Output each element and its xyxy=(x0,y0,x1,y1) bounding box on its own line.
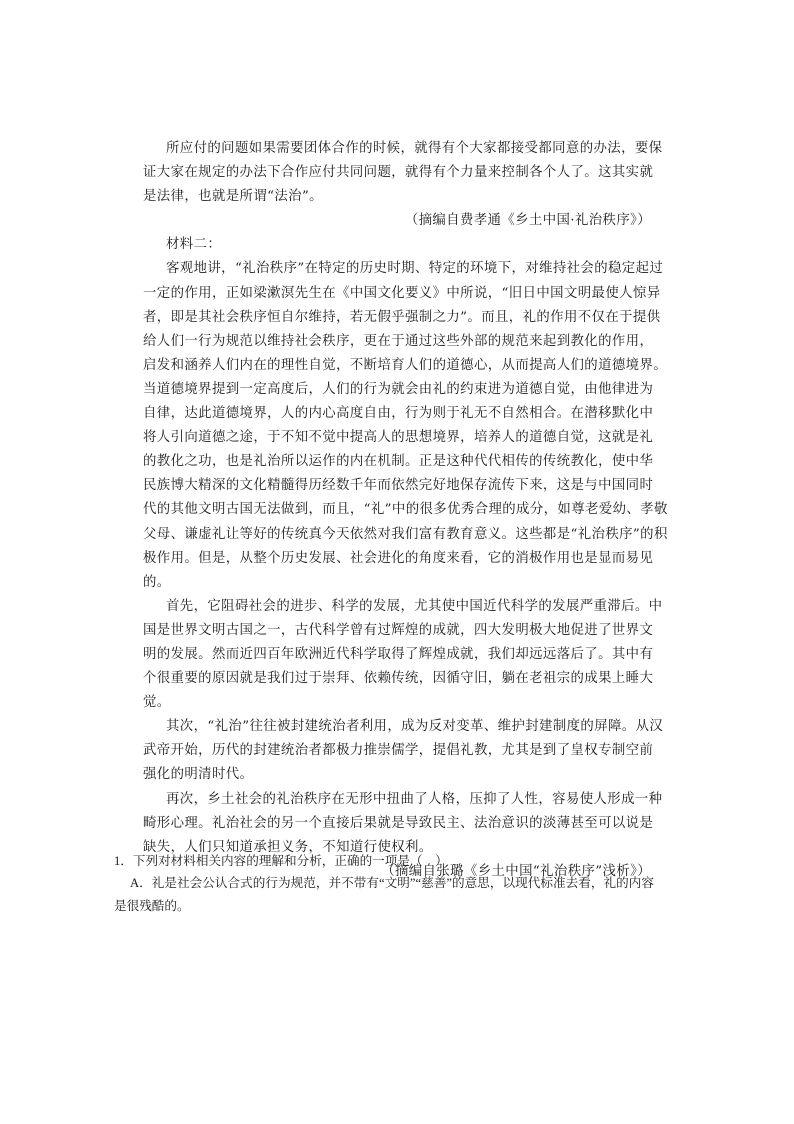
text-line: 明的发展。然而近四百年欧洲近代科学取得了辉煌成就，我们却远远落后了。其中有 xyxy=(143,646,654,662)
text-line: 将人引向道德之途，于不知不觉中提高人的思想境界，培养人的道德自觉，这就是礼 xyxy=(143,430,654,446)
option-a-line: A．礼是社会公认合式的行为规范，并不带有“文明”“慈善”的意思，以现代标准去看，礼的内容 xyxy=(130,876,654,890)
text-line: 自律，达此道德境界，人的内心高度自由，行为则于礼无不自然相合。在潜移默化中 xyxy=(143,406,654,422)
text-line: 畸形心理。礼治社会的另一个直接后果就是导致民主、法治意识的淡薄甚至可以说是 xyxy=(143,815,654,831)
text-line: 武帝开始，历代的封建统治者都极力推崇儒学，提倡礼教，尤其是到了皇权专制空前 xyxy=(143,743,654,759)
text-line: 其次，“礼治”往往被封建统治者利用，成为反对变革、维护封建制度的屏障。从汉 xyxy=(166,719,664,735)
text-line: 证大家在规定的办法下合作应付共同问题，就得有个力量来控制各个人了。这其实就 xyxy=(143,165,654,181)
text-line: 觉。 xyxy=(143,695,171,711)
paragraph-5 xyxy=(143,788,663,860)
text-line: 当道德境界提到一定高度后，人们的行为就会由礼的约束进为道德自觉，由他律进为 xyxy=(143,381,654,397)
paragraph-4 xyxy=(143,715,664,787)
text-line: 再次，乡土社会的礼治秩序在无形中扭曲了人格，压抑了人性，容易使人形成一种 xyxy=(166,791,663,807)
text-line: 所应付的问题如果需要团体合作的时候，就得有个大家都接受都同意的办法，要保 xyxy=(166,141,663,156)
question-1 xyxy=(114,850,654,918)
material-2-label: 材料二： xyxy=(166,237,222,253)
text-line: 给人们一行为规范以维持社会秩序，更在于通过这些外部的规范来起到教化的作用， xyxy=(143,333,654,349)
text-line: 的。 xyxy=(143,574,171,590)
paragraph-3 xyxy=(143,595,663,715)
text-line: 极作用。但是，从整个历史发展、社会进化的角度来看，它的消极作用也是显而易见 xyxy=(143,550,654,566)
text-line: 的教化之功，也是礼治所以运作的内在机制。正是这种代代相传的传统教化，使中华 xyxy=(143,454,654,470)
text-line: 个很重要的原因就是我们过于崇拜、依赖传统，因循守旧，躺在老祖宗的成果上睡大 xyxy=(143,671,654,687)
option-a-line: 是很残酷的。 xyxy=(114,899,190,913)
source-citation-1: （摘编自费孝通《乡土中国·礼治秩序》） xyxy=(404,213,651,229)
text-line: 首先，它阻碍社会的进步、科学的发展，尤其使中国近代科学的发展严重滞后。中 xyxy=(166,598,663,614)
question-stem: 1．下列对材料相关内容的理解和分析，正确的一项是（ ） xyxy=(114,854,448,868)
text-line: 国是世界文明古国之一，古代科学曾有过辉煌的成就，四大发明极大地促进了世界文 xyxy=(143,622,654,638)
text-line: 代的其他文明古国无法做到，而且，“礼”中的很多优秀合理的成分，如尊老爱幼、孝敬 xyxy=(143,502,668,518)
text-line: 一定的作用，正如梁漱溟先生在《中国文化要义》中所说，“旧日中国文明最使人惊异 xyxy=(143,285,661,301)
option-a[interactable] xyxy=(114,872,654,918)
text-line: 父母、谦虚礼让等好的传统真今天依然对我们富有教育意义。这些都是“礼治秩序”的积 xyxy=(143,526,668,542)
source-citation-2: （摘编自张璐《乡土中国“礼治秩序”浅析》） xyxy=(381,863,651,879)
passage xyxy=(143,137,668,884)
text-line: 缺失，人们只知道承担义务，不知道行使权利。 xyxy=(143,839,433,855)
text-line: 强化的明清时代。 xyxy=(143,767,254,783)
paragraph-2 xyxy=(143,257,668,594)
text-line: 启发和涵养人们内在的理性自觉，不断培育人们的道德心，从而提高人们的道德境界。 xyxy=(143,357,668,373)
text-line: 者，即是其社会秩序恒自尔维持，若无假乎强制之力”。而且，礼的作用不仅在于提供 xyxy=(143,309,661,325)
text-line: 客观地讲，“礼治秩序”在特定的历史时期、特定的环境下，对维持社会的稳定起过 xyxy=(166,261,664,277)
text-line: 是法律，也就是所谓“法治”。 xyxy=(143,189,323,205)
paragraph-1 xyxy=(143,137,663,209)
text-line: 民族博大精深的文化精髓得历经数千年而依然完好地保存流传下来，这是与中国同时 xyxy=(143,478,654,494)
